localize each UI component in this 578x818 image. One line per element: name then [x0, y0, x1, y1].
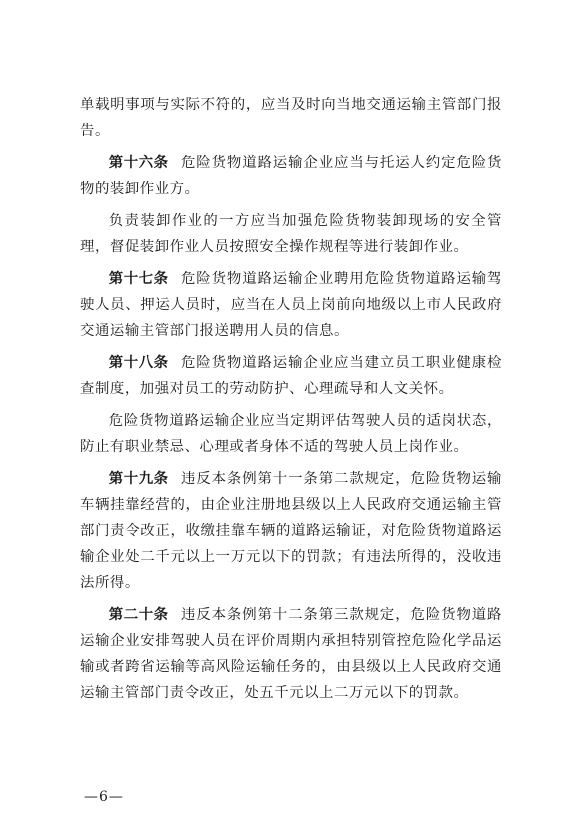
paragraph-article-19	[80, 466, 502, 596]
article-label: 第十八条	[108, 355, 169, 371]
paragraph-article-18-clause-2	[80, 408, 502, 460]
paragraph-article-20	[80, 602, 502, 706]
paragraph-text: 危险货物道路运输企业应当建立员工职业健康检查制度，加强对员工的劳动防护、心理疏导和人文关怀。	[80, 355, 502, 397]
paragraph-text: 危险货物道路运输企业聘用危险货物道路运输驾驶人员、押运人员时，应当在人员上岗前向地级以上市人民政府交通运输主管部门报送聘用人员的信息。	[80, 271, 502, 339]
paragraph-text: 危险货物道路运输企业应当与托运人约定危险货物的装卸作业方。	[80, 155, 502, 197]
paragraph-text: 危险货物道路运输企业应当定期评估驾驶人员的适岗状态，防止有职业禁忌、心理或者身体不适的驾驶人员上岗作业。	[80, 413, 502, 455]
document-page	[80, 92, 502, 706]
paragraph-article-18	[80, 350, 502, 402]
article-label: 第十七条	[108, 271, 169, 287]
paragraph-continuation	[80, 92, 502, 144]
paragraph-article-16	[80, 150, 502, 202]
paragraph-text: 负责装卸作业的一方应当加强危险货物装卸现场的安全管理，督促装卸作业人员按照安全操作规程等进行装卸作业。	[80, 213, 502, 255]
paragraph-text: 违反本条例第十一条第二款规定，危险货物运输车辆挂靠经营的，由企业注册地县级以上人民政府交通运输主管部门责令改正，收缴挂靠车辆的道路运输证，对危险货物道路运输企业处二千元以上一万元以下的罚款；有违法所得的，没收违法所得。	[80, 471, 502, 591]
paragraph-article-16-clause-2	[80, 208, 502, 260]
page-number: —6—	[84, 789, 124, 805]
paragraph-text: 单载明事项与实际不符的，应当及时向当地交通运输主管部门报告。	[80, 97, 502, 139]
paragraph-text: 违反本条例第十二条第三款规定，危险货物道路运输企业安排驾驶人员在评价周期内承担特别管控危险化学品运输或者跨省运输等高风险运输任务的，由县级以上人民政府交通运输主管部门责令改正，处五千元以上二万元以下的罚款。	[80, 607, 502, 701]
article-label: 第十六条	[108, 155, 169, 171]
article-label: 第十九条	[108, 471, 169, 487]
article-label: 第二十条	[108, 607, 169, 623]
paragraph-article-17	[80, 266, 502, 344]
